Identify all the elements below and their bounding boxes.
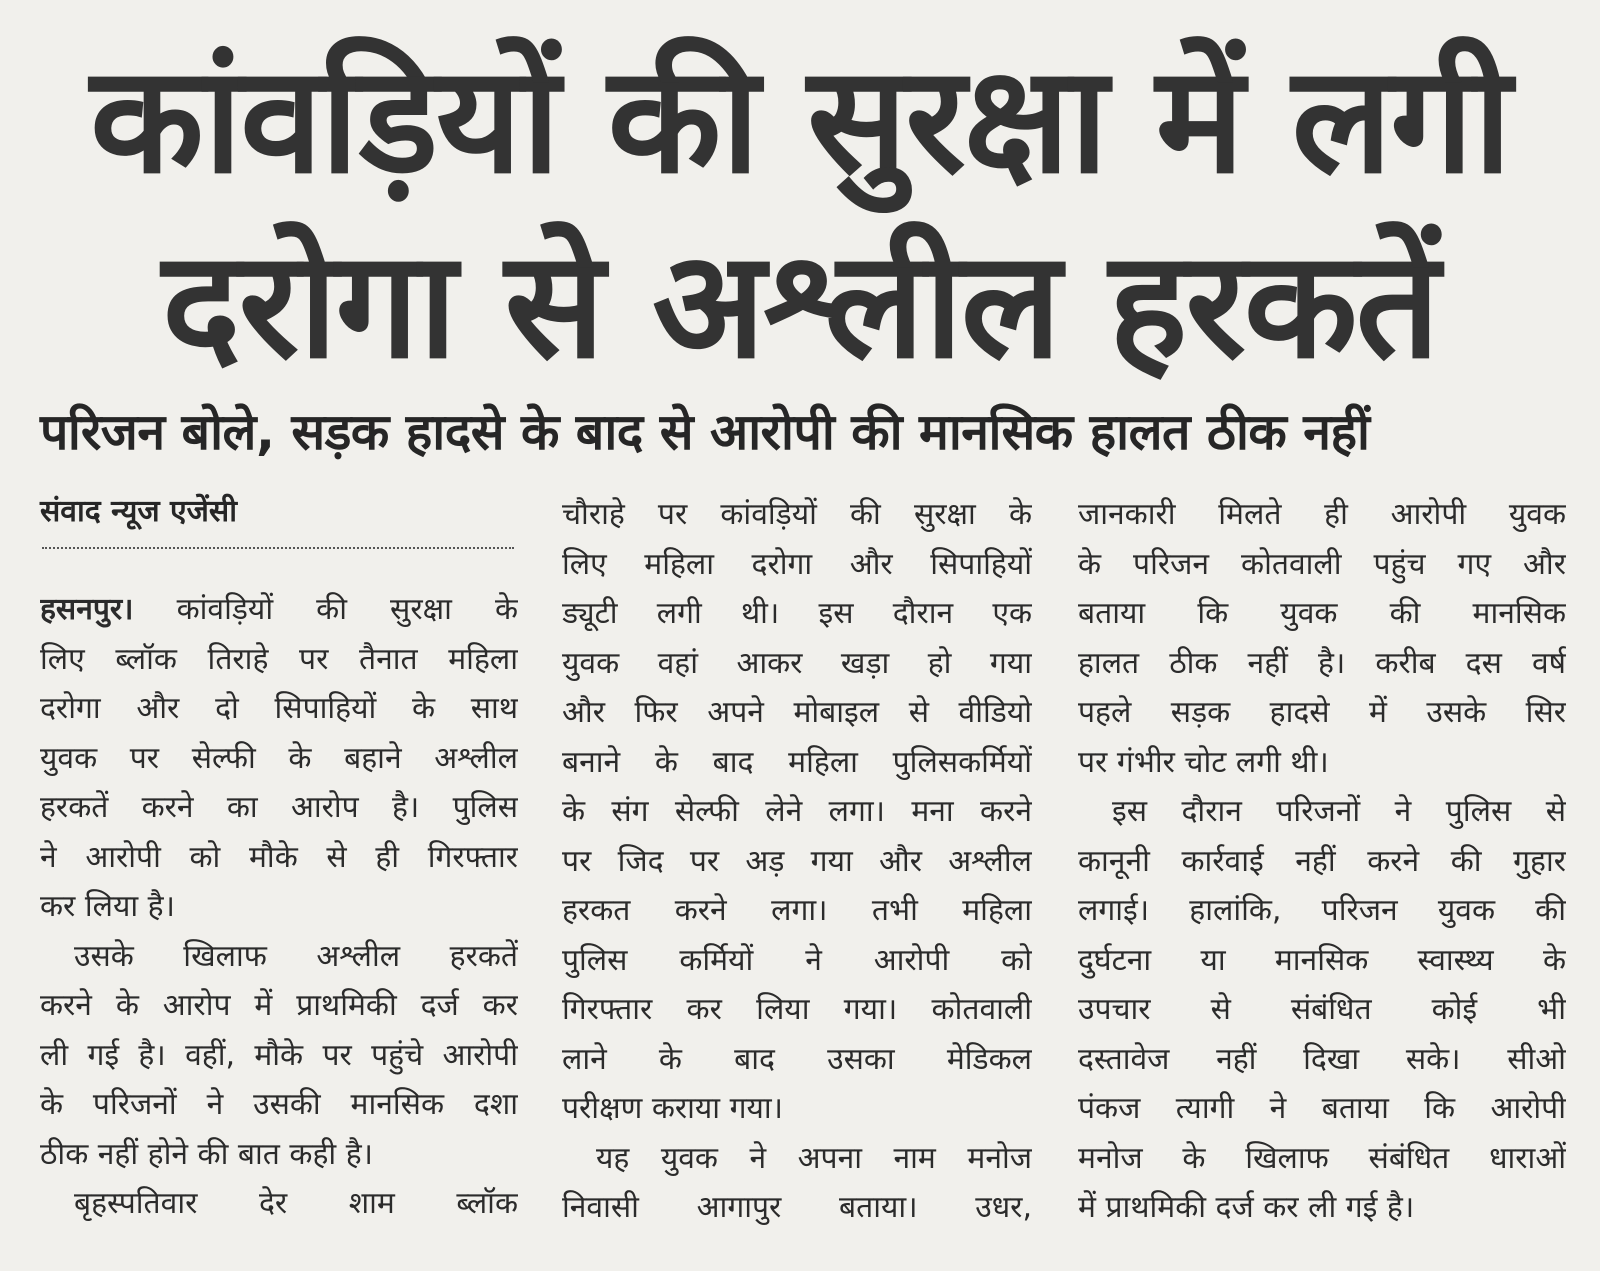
- text-line: में प्राथमिकी दर्ज कर ली गई है।: [1078, 1190, 1415, 1225]
- byline-divider: [42, 547, 514, 549]
- article-column-3: [1078, 490, 1566, 1233]
- text-line: और फिर अपने मोबाइल से वीडियो: [562, 695, 1032, 730]
- text-line: परीक्षण कराया गया।: [562, 1091, 784, 1126]
- subheadline: परिजन बोले, सड़क हादसे के बाद से आरोपी की मानसिक हालत ठीक नहीं: [40, 403, 1370, 461]
- text-line: इस दौरान परिजनों ने पुलिस से: [1112, 794, 1566, 829]
- text-line: के परिजनों ने उसकी मानसिक दशा: [40, 1087, 518, 1122]
- text-line: हालत ठीक नहीं है। करीब दस वर्ष: [1078, 645, 1566, 681]
- text-line: ठीक नहीं होने की बात कही है।: [40, 1136, 374, 1172]
- text-line: मनोज के खिलाफ संबंधित धाराओं: [1078, 1140, 1566, 1176]
- text-line: लिए महिला दरोगा और सिपाहियों: [562, 546, 1032, 582]
- text-line: हरकतें करने का आरोप है। पुलिस: [40, 790, 518, 825]
- text-line: यह युवक ने अपना नाम मनोज: [596, 1140, 1032, 1176]
- text-line: ली गई है। वहीं, मौके पर पहुंचे आरोपी: [40, 1037, 518, 1073]
- text-line: बताया कि युवक की मानसिक: [1078, 596, 1566, 631]
- text-line: के संग सेल्फी लेने लगा। मना करने: [562, 794, 1032, 829]
- text-line: लगाई। हालांकि, परिजन युवक की: [1078, 893, 1566, 928]
- text-line: लिए ब्लॉक तिराहे पर तैनात महिला: [40, 641, 518, 677]
- byline: संवाद न्यूज एजेंसी: [40, 494, 237, 529]
- article-column-2: [562, 490, 1032, 1233]
- text-line: दस्तावेज नहीं दिखा सके। सीओ: [1078, 1041, 1566, 1077]
- text-line: जानकारी मिलते ही आरोपी युवक: [1078, 497, 1566, 532]
- text-line: उपचार से संबंधित कोई भी: [1078, 992, 1566, 1027]
- text-line: लाने के बाद उसका मेडिकल: [562, 1041, 1032, 1077]
- text-line: ने आरोपी को मौके से ही गिरफ्तार: [40, 839, 518, 875]
- article-column-1: [40, 585, 518, 1229]
- text-line: पहले सड़क हादसे में उसके सिर: [1078, 695, 1566, 730]
- text-line: निवासी आगापुर बताया। उधर,: [562, 1190, 1032, 1225]
- text-line: [40, 585, 518, 635]
- text-line: युवक वहां आकर खड़ा हो गया: [562, 645, 1032, 681]
- text-line: कर लिया है।: [40, 889, 175, 924]
- text-line: गिरफ्तार कर लिया गया। कोतवाली: [562, 992, 1032, 1027]
- text-line: दरोगा और दो सिपाहियों के साथ: [40, 691, 518, 726]
- text-line: हरकत करने लगा। तभी महिला: [562, 893, 1032, 928]
- text-line-segment: कांवड़ियों की सुरक्षा के: [133, 592, 518, 627]
- text-line: पंकज त्यागी ने बताया कि आरोपी: [1078, 1091, 1566, 1126]
- text-line: कानूनी कार्रवाई नहीं करने की गुहार: [1078, 843, 1566, 879]
- text-line: ड्यूटी लगी थी। इस दौरान एक: [562, 596, 1032, 631]
- text-line: उसके खिलाफ अश्लील हरकतें: [74, 938, 518, 974]
- dateline: हसनपुर।: [40, 592, 134, 627]
- text-line: युवक पर सेल्फी के बहाने अश्लील: [40, 740, 518, 776]
- text-line: करने के आरोप में प्राथमिकी दर्ज कर: [40, 988, 518, 1023]
- text-line: पुलिस कर्मियों ने आरोपी को: [562, 942, 1032, 978]
- text-line: के परिजन कोतवाली पहुंच गए और: [1078, 546, 1566, 582]
- text-line: चौराहे पर कांवड़ियों की सुरक्षा के: [562, 497, 1032, 532]
- headline-line-1: कांवड़ियों की सुरक्षा में लगी: [90, 34, 1510, 206]
- text-line: पर गंभीर चोट लगी थी।: [1078, 744, 1329, 780]
- text-line: बृहस्पतिवार देर शाम ब्लॉक: [74, 1186, 518, 1221]
- text-line: दुर्घटना या मानसिक स्वास्थ्य के: [1078, 942, 1566, 978]
- text-line: बनाने के बाद महिला पुलिसकर्मियों: [562, 744, 1032, 780]
- headline-line-2: दरोगा से अश्लील हरकतें: [162, 219, 1438, 391]
- text-line: पर जिद पर अड़ गया और अश्लील: [562, 843, 1032, 879]
